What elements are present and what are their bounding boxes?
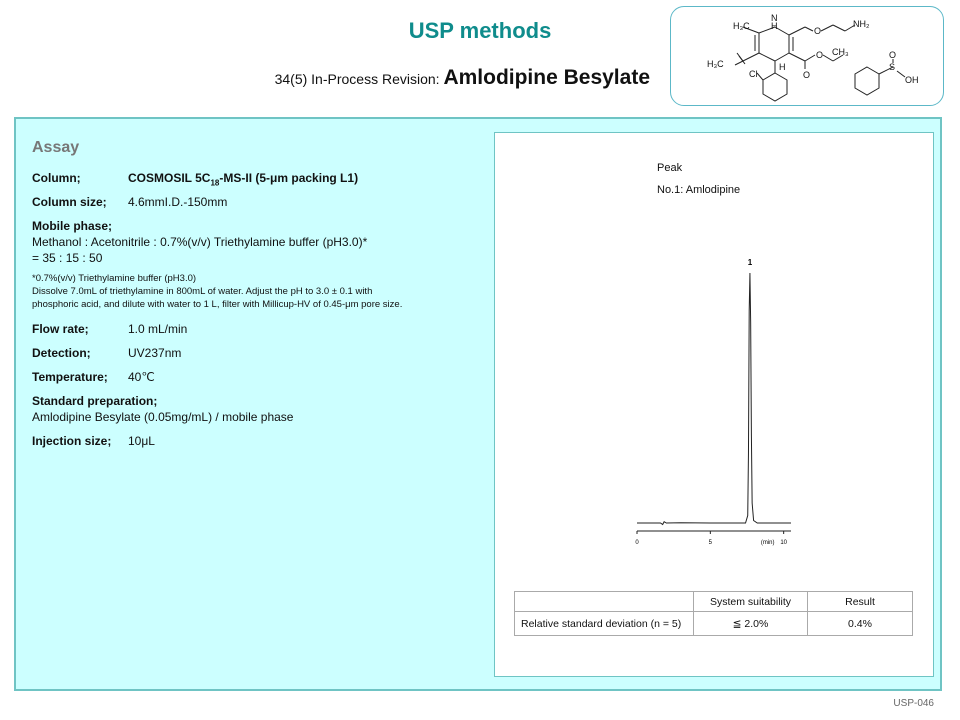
structure-label: O xyxy=(889,50,897,60)
structure-label: Cl xyxy=(749,69,758,79)
injection-label: Injection size; xyxy=(32,434,112,448)
column-row xyxy=(32,171,359,188)
subtitle-prefix: 34(5) In-Process Revision: xyxy=(274,71,440,87)
chromatogram-chart xyxy=(495,133,935,553)
structure-label: OH xyxy=(905,75,919,85)
standard-prep-block xyxy=(32,393,293,425)
structure-label: NH₂ xyxy=(853,19,870,29)
detection-label: Detection; xyxy=(32,346,91,360)
structure-label: O xyxy=(803,70,811,80)
section-title: Assay xyxy=(32,139,80,156)
page-title: USP methods xyxy=(408,18,552,43)
x-tick-label: 5 xyxy=(708,540,713,546)
results-cell: Relative standard deviation (n = 5) xyxy=(515,612,694,636)
column-value: COSMOSIL $5C_{18}-MS-II$ (5-μm packing L1) xyxy=(128,171,359,188)
structure-label: H₃C xyxy=(707,59,724,69)
mobile-phase-block xyxy=(32,218,367,266)
note-line: phosphoric acid, and dilute with water to 1 L, filter with Millicup-HV of 0.45-μm pore size. xyxy=(32,299,403,310)
standard-prep-value: Amlodipine Besylate (0.05mg/mL) / mobile phase xyxy=(32,410,294,424)
note-line: *0.7%(v/v) Triethylamine buffer (pH3.0) xyxy=(32,273,197,284)
page-subtitle xyxy=(160,66,650,90)
column-size-row xyxy=(32,195,228,209)
compound-name: Amlodipine Besylate xyxy=(443,66,650,89)
mobile-phase-composition: Methanol : Acetonitrile : 0.7%(v/v) Triethylamine buffer (pH3.0)* xyxy=(32,235,368,249)
structure-label: H₃C xyxy=(733,21,750,31)
results-header-cell: Result xyxy=(808,592,913,612)
results-header-row xyxy=(515,592,913,612)
temperature-value: 40℃ xyxy=(128,370,155,384)
buffer-note xyxy=(32,272,402,311)
structure-label: H xyxy=(779,62,786,72)
chromatogram-panel xyxy=(494,132,934,677)
results-table xyxy=(514,591,913,636)
structure-label: O xyxy=(814,26,822,36)
peak-info-item: No.1: Amlodipine xyxy=(657,184,741,196)
note-line: Dissolve 7.0mL of triethylamine in 800mL of water. Adjust the pH to 3.0 ± 0.1 with xyxy=(32,286,373,297)
temperature-row xyxy=(32,370,155,384)
structure-label: S xyxy=(889,62,896,72)
column-label: Column; xyxy=(32,171,81,185)
standard-prep-label: Standard preparation; xyxy=(32,394,158,408)
flow-rate-row xyxy=(32,322,188,336)
structure-label: O xyxy=(816,50,824,60)
results-header-cell: System suitability xyxy=(694,592,808,612)
structure-label: H xyxy=(771,21,778,31)
flow-rate-label: Flow rate; xyxy=(32,322,89,336)
flow-rate-value: 1.0 mL/min xyxy=(128,322,188,336)
results-cell: ≦ 2.0% xyxy=(694,612,808,636)
injection-row xyxy=(32,434,155,448)
injection-value: 10μL xyxy=(128,434,155,448)
chemical-structure-diagram xyxy=(671,7,943,105)
results-row xyxy=(515,612,913,636)
peak-label: 1 xyxy=(747,258,753,267)
chromatogram-line xyxy=(637,273,791,525)
mobile-phase-label: Mobile phase; xyxy=(32,219,113,233)
column-size-label: Column size; xyxy=(32,195,107,209)
results-cell: 0.4% xyxy=(808,612,913,636)
x-tick-label: 10 xyxy=(780,540,788,546)
detection-row xyxy=(32,346,182,360)
structure-label: CH₃ xyxy=(832,47,849,57)
mobile-phase-ratio: = 35 : 15 : 50 xyxy=(32,251,103,265)
column-size-value: 4.6mmI.D.-150mm xyxy=(128,195,228,209)
peak-info-title: Peak xyxy=(657,162,683,174)
x-tick-label: 0 xyxy=(635,540,639,546)
results-header-cell xyxy=(515,592,694,612)
assay-panel xyxy=(14,117,942,691)
x-axis-label: (min) xyxy=(760,540,775,546)
structure-label: N xyxy=(771,13,778,23)
temperature-label: Temperature; xyxy=(32,370,108,384)
detection-value: UV237nm xyxy=(128,346,182,360)
footer-code: USP-046 xyxy=(893,698,934,709)
chemical-structure-box xyxy=(670,6,944,106)
